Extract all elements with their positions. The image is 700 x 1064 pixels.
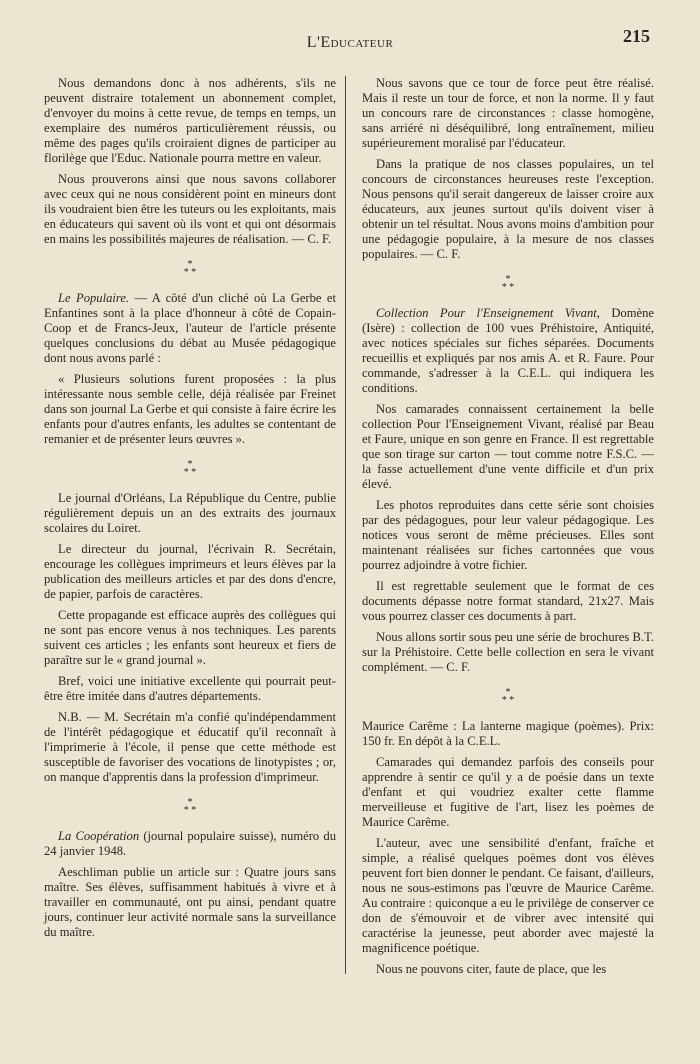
section-separator: * * * (501, 687, 515, 706)
section-separator: * * * (501, 274, 515, 293)
paragraph: Bref, voici une initiative excellente qui pourrait peut-être être imitée dans d'autres départements. (44, 674, 336, 703)
page-header (0, 26, 700, 56)
paragraph: Nous demandons donc à nos adhérents, s'ils ne peuvent distraire totalement un abonnement complet, d'envoyer du moins à cette revue, de temps en temps, un exemplaire des numéros particulièrement réussis, ou même des pages qu'ils croiraient dignes de participer au florilège que l'Educ. Nationale pourra mettre en valeur. (44, 76, 336, 165)
paragraph: Camarades qui demandez parfois des conseils pour apprendre à sentir ce qu'il y a de poésie dans un texte d'enfant et qui voudriez exalter cette flamme merveilleuse et fugitive de l'art, lisez les poèmes de Maurice Carême. (362, 755, 654, 829)
paragraph: Le directeur du journal, l'écrivain R. Secrétain, encourage les collègues imprimeurs et leurs élèves par la publication des meilleurs articles et par des dons d'encre, de papier, parfois de caractères. (44, 542, 336, 601)
paragraph: Cette propagande est efficace auprès des collègues qui ne sont pas encore venus à nos techniques. Les parents suivent ces articles ; les enfants sont heureux et fiers de paraître sur le « grand journal ». (44, 608, 336, 667)
paragraph: Collection Pour l'Enseignement Vivant, Domène (Isère) : collection de 100 vues Préhistoire, Antiquité, avec notices spéciales sur fiches séparées. Documents recueillis et expliqués par nos amis A. et R. Faure. Pour commande, s'adresser à la C.E.L. qui indiquera les conditions. (362, 306, 654, 395)
section-title: La Coopération (58, 829, 140, 843)
paragraph: Nous ne pouvons citer, faute de place, que les (376, 962, 607, 976)
paragraph: La Coopération (journal populaire suisse), numéro du 24 janvier 1948. (44, 829, 336, 858)
book-heading: Maurice Carême : La lanterne magique (poèmes). Prix: 150 fr. En dépôt à la C.E.L. (362, 719, 654, 748)
paragraph: Le Populaire. — A côté d'un cliché où La Gerbe et Enfantines sont à la place d'honneur à côté de Copain-Coop et de Francs-Jeux, l'auteur de l'article présente quelques conclusions du débat au Musée pédagogique dont nous avons parlé : (44, 291, 336, 365)
paragraph: Dans la pratique de nos classes populaires, un tel concours de circonstances heureuses reste l'exception. Nous pensons qu'il serait dangereux de laisser croire aux éducateurs, aux jeunes surtout qu'ils doivent viser à obtenir un tel résultat. Nous avons moins d'ambition pour une pédagogie populaire, à la mesure de nos classes populaires. — C. F. (362, 157, 654, 261)
page-number: 215 (623, 26, 650, 46)
paragraph: Le journal d'Orléans, La République du Centre, publie régulièrement depuis un an des extraits des journaux scolaires du Loiret. (44, 491, 336, 535)
paragraph: L'auteur, avec une sensibilité d'enfant, fraîche et simple, a réalisé quelques poèmes dont vos élèves peuvent fort bien donner le pendant. Ce faisant, d'ailleurs, nous ne sous-estimons pas l'œuvre de Maurice Carême. Au contraire : quiconque a eu le privilège de conserver ce don de s'émouvoir et de vibrer avec intensité qui caractérise la jeunesse, peut aborder avec majesté la magnificence poétique. (362, 836, 654, 955)
paragraph: Nous savons que ce tour de force peut être réalisé. Mais il reste un tour de force, et non la norme. Il y faut un concours rare de circonstances : classe homogène, sans arriéré ni déséquilibré, long entraînement, milieu supérieurement moralisé par l'éducateur. (362, 76, 654, 150)
section-separator: * * * (183, 459, 197, 478)
paragraph: Nous prouverons ainsi que nous savons collaborer avec ceux qui ne nous considèrent point en mineurs dont ils voudraient bien être les tuteurs ou les exploitants, mais en éducateurs qui savent où ils vont et qui ont désormais en mains les possibilités majeures de réalisation. — C. F. (44, 172, 336, 246)
journal-title: L'Educateur (306, 34, 394, 51)
paragraph: Les photos reproduites dans cette série sont choisies par des pédagogues, pour leur valeur pédagogique. Les notices vous seront de même précieuses. Elles sont maintenant réalisées sur fiches cartonnées que vous pourrez adjoindre à votre fichier. (362, 498, 654, 572)
section-title: Le Populaire. (58, 291, 130, 305)
paragraph: N.B. — M. Secrétain m'a confié qu'indépendamment de l'intérêt pédagogique et éducatif qu'il reconnaît à l'imprimerie à l'école, il pense que cette méthode est susceptible de favoriser des vocations de linotypistes ; or, on manque d'apprentis dans la profession d'imprimeur. (44, 710, 336, 784)
paragraph: Aeschliman publie un article sur : Quatre jours sans maître. Ses élèves, suffisamment habitués à vivre et à travailler en communauté, ont pu ainsi, pendant quatre jours, continuer leur activité normale sans la surveillance du maître. (44, 865, 336, 939)
section-title: Collection Pour l'Enseignement Vivant, (376, 306, 600, 320)
section-separator: * * * (183, 259, 197, 278)
paragraph: « Plusieurs solutions furent proposées : la plus intéressante nous semble celle, déjà réalisée par Freinet dans son journal La Gerbe et qui consiste à faire écrire les enfants pour d'autres enfants, les adultes se contentant de remanier et de présenter leurs œuvres ». (44, 372, 336, 446)
paragraph: Il est regrettable seulement que le format de ces documents dépasse notre format standard, 21x27. Mais vous pourrez classer ces documents à part. (362, 579, 654, 623)
section-separator: * * * (183, 797, 197, 816)
right-column (362, 76, 654, 983)
column-divider (345, 76, 346, 974)
paragraph: Nous allons sortir sous peu une série de brochures B.T. sur la Préhistoire. Cette belle collection en sera le vivant complément. — C. F. (362, 630, 654, 674)
left-column (44, 76, 336, 946)
paragraph: Nos camarades connaissent certainement la belle collection Pour l'Enseignement Vivant, réalisé par Beau et Faure, unique en son genre en France. Il est regrettable que son tirage sur carton — tout comme notre F.S.C. — la fasse actuellement d'une vente difficile et d'un prix élevé. (362, 402, 654, 491)
